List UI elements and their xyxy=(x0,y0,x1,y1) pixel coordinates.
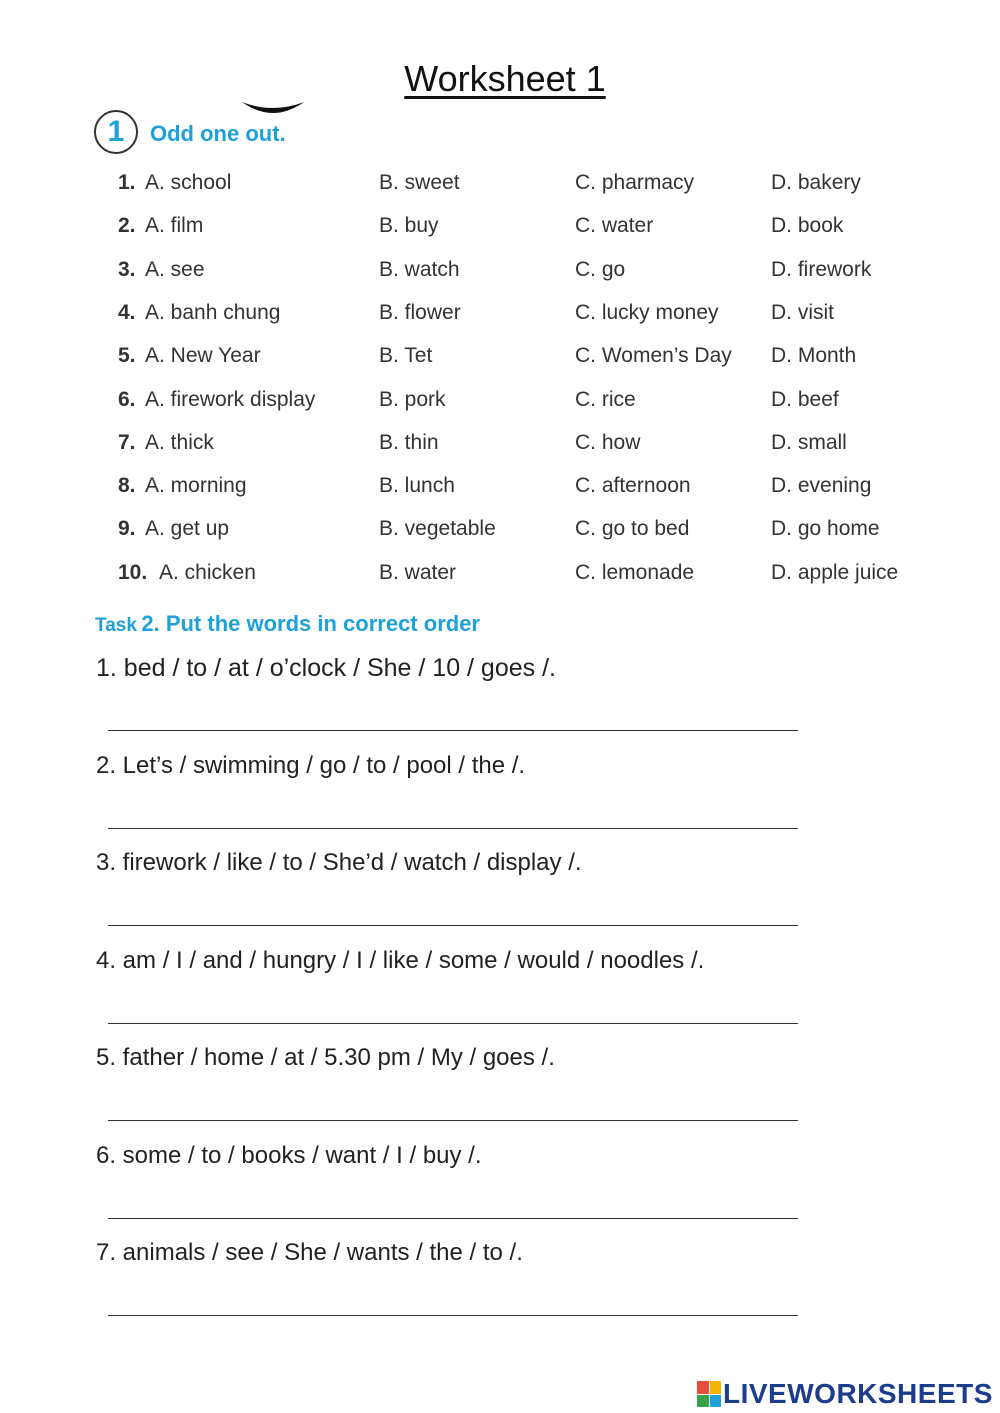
answer-line[interactable] xyxy=(108,1023,798,1024)
option-d: D. firework xyxy=(771,257,872,281)
sentence-prompt: 2. Let’s / swimming / go / to / pool / the /. xyxy=(96,751,526,779)
option-b: B. flower xyxy=(379,300,461,324)
option-b: B. sweet xyxy=(379,171,460,194)
question-number: 4. xyxy=(118,300,136,324)
task-number-badge: 1 xyxy=(94,110,138,154)
question-number: 2. xyxy=(118,214,136,238)
option-a: A. see xyxy=(145,257,205,281)
option-b: B. pork xyxy=(379,387,446,411)
option-d: D. book xyxy=(771,214,844,238)
question-number: 9. xyxy=(118,517,136,541)
question-row xyxy=(0,561,1000,591)
option-d: D. go home xyxy=(771,517,880,541)
sentence-prompt: 7. animals / see / She / wants / the / to /. xyxy=(96,1239,523,1266)
option-b: B. thin xyxy=(379,430,439,454)
option-c: C. afternoon xyxy=(575,474,691,498)
option-c: C. how xyxy=(575,430,641,454)
sentence-prompt: 5. father / home / at / 5.30 pm / My / goes /. xyxy=(96,1044,555,1071)
question-row xyxy=(0,214,1000,244)
option-a: A. film xyxy=(145,214,204,238)
option-a: A. firework display xyxy=(145,387,316,411)
sentence-prompt: 3. firework / like / to / She’d / watch / display /. xyxy=(96,849,582,876)
option-b: B. water xyxy=(379,560,457,584)
sentence-prompt: 4. am / I / and / hungry / I / like / some / would / noodles /. xyxy=(96,946,705,974)
swoosh-decoration xyxy=(238,98,308,120)
question-row xyxy=(0,474,1000,504)
question-number: 5. xyxy=(118,344,136,368)
answer-line[interactable] xyxy=(108,828,798,829)
question-row xyxy=(0,171,1000,201)
option-a: A. New Year xyxy=(145,344,261,368)
question-number: 6. xyxy=(118,387,136,411)
page-title: Worksheet 1 xyxy=(404,58,606,99)
answer-line[interactable] xyxy=(108,730,798,731)
task1-title: Odd one out. xyxy=(150,121,286,146)
answer-line[interactable] xyxy=(108,1120,798,1121)
liveworksheets-logo xyxy=(697,1378,993,1410)
question-row xyxy=(0,258,1000,288)
option-c: C. lemonade xyxy=(575,560,695,584)
option-d: D. small xyxy=(771,430,847,454)
option-c: C. pharmacy xyxy=(575,171,695,194)
sentence-prompt: 6. some / to / books / want / I / buy /. xyxy=(96,1141,482,1169)
question-row xyxy=(0,388,1000,418)
option-a: A. thick xyxy=(145,430,214,454)
question-number: 7. xyxy=(118,430,136,454)
question-row xyxy=(0,517,1000,547)
option-b: B. vegetable xyxy=(379,517,496,541)
task2-label: Task xyxy=(95,615,137,636)
question-row xyxy=(0,344,1000,374)
option-c: C. Women’s Day xyxy=(575,344,732,368)
logo-icon xyxy=(697,1381,721,1407)
option-a: A. get up xyxy=(145,517,230,541)
option-b: B. watch xyxy=(379,257,460,281)
option-c: C. rice xyxy=(575,387,636,411)
question-number: 10. xyxy=(118,560,148,584)
question-row xyxy=(0,301,1000,331)
option-d: D. evening xyxy=(771,474,872,498)
option-b: B. Tet xyxy=(379,344,433,368)
option-d: D. visit xyxy=(771,300,834,324)
option-b: B. lunch xyxy=(379,474,455,498)
footer-brand: LIVEWORKSHEETS xyxy=(723,1378,993,1409)
option-d: D. Month xyxy=(771,344,857,368)
question-row xyxy=(0,431,1000,461)
task2-title: 2. Put the words in correct order xyxy=(141,611,480,636)
answer-line[interactable] xyxy=(108,925,798,926)
question-number: 3. xyxy=(118,257,136,281)
option-a: A. morning xyxy=(145,474,247,498)
answer-line[interactable] xyxy=(108,1218,798,1219)
option-a: A. school xyxy=(145,171,232,194)
option-b: B. buy xyxy=(379,214,439,238)
option-c: C. go xyxy=(575,257,626,281)
question-number: 1. xyxy=(118,171,136,194)
option-d: D. apple juice xyxy=(771,560,899,584)
option-c: C. go to bed xyxy=(575,517,690,541)
option-d: D. bakery xyxy=(771,171,861,194)
option-a: A. chicken xyxy=(159,560,256,584)
option-d: D. beef xyxy=(771,387,839,411)
sentence-prompt: 1. bed / to / at / o’clock / She / 10 / goes /. xyxy=(96,654,556,682)
question-number: 8. xyxy=(118,474,136,498)
task2-heading xyxy=(95,611,480,637)
option-c: C. water xyxy=(575,214,654,238)
option-a: A. banh chung xyxy=(145,300,281,324)
answer-line[interactable] xyxy=(108,1315,798,1316)
option-c: C. lucky money xyxy=(575,300,719,324)
